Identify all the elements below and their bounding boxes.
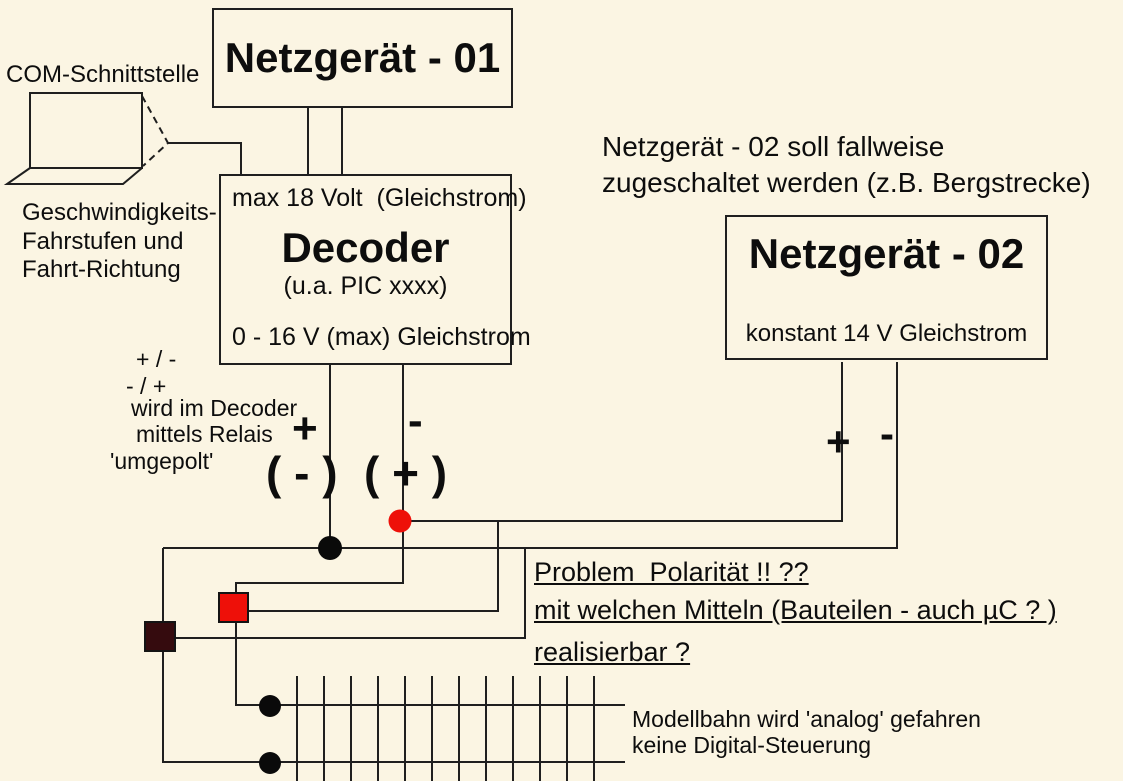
black-junction-dot [318, 536, 342, 560]
ng02-note-line1: Netzgerät - 02 soll fallweise [602, 131, 945, 162]
speed-note-line1: Geschwindigkeits- [22, 199, 217, 226]
red-switch-square [219, 593, 248, 622]
relay-note-line3: wird im Decoder [131, 395, 298, 421]
analog-note-line1: Modellbahn wird 'analog' gefahren [632, 706, 981, 732]
netzgeraet-02-subtitle: konstant 14 V Gleichstrom [745, 320, 1028, 347]
ng02-minus-mark: - [880, 410, 894, 457]
relay-note-line4: mittels Relais [136, 421, 273, 447]
netzgeraet-01-title: Netzgerät - 01 [224, 33, 501, 81]
decoder-plus-mark: + [292, 404, 318, 453]
netzgeraet-02-title: Netzgerät - 02 [748, 230, 1025, 277]
top-rail-feed-dot [259, 695, 281, 717]
decoder-paren-plus-mark: ( + ) [364, 447, 448, 499]
ng02-note-line2: zugeschaltet werden (z.B. Bergstrecke) [602, 167, 1091, 198]
problem-note-line3: realisierbar ? [534, 637, 691, 667]
com-wire [168, 143, 241, 174]
speed-note-line3: Fahrt-Richtung [22, 256, 181, 283]
problem-note-line2: mit welchen Mitteln (Bauteilen - auch µC ? ) [534, 595, 1057, 625]
dark-switch-square [145, 622, 175, 651]
laptop-base-icon [7, 168, 142, 184]
decoder-subtitle: (u.a. PIC xxxx) [283, 272, 448, 300]
relay-note-line5: 'umgepolt' [110, 448, 214, 474]
plus-bus-wire [400, 362, 842, 521]
problem-note-line1: Problem Polarität !! ?? [534, 557, 809, 587]
ng02-plus-mark: + [826, 418, 851, 465]
netzgeraet-01-box [212, 8, 513, 108]
relay-note-line2: - / + [126, 373, 167, 399]
decoder-title: Decoder [281, 224, 450, 271]
plus-bus-branch-to-red-switch [248, 521, 498, 611]
laptop-signal-cone-icon [142, 96, 168, 166]
track-ties [297, 676, 594, 781]
bottom-rail-feed-dot [259, 752, 281, 774]
decoder-output-label: 0 - 16 V (max) Gleichstrom [232, 323, 531, 351]
analog-note-line2: keine Digital-Steuerung [632, 732, 872, 758]
com-interface-label: COM-Schnittstelle [6, 61, 200, 88]
laptop-screen-icon [30, 93, 142, 168]
relay-note-line1: + / - [136, 346, 177, 372]
speed-note-line2: Fahrstufen und [22, 228, 184, 255]
red-junction-dot [389, 510, 412, 533]
decoder-minus-mark: - [408, 396, 423, 445]
decoder-input-label: max 18 Volt (Gleichstrom) [232, 184, 527, 212]
decoder-paren-minus-mark: ( - ) [266, 447, 338, 499]
